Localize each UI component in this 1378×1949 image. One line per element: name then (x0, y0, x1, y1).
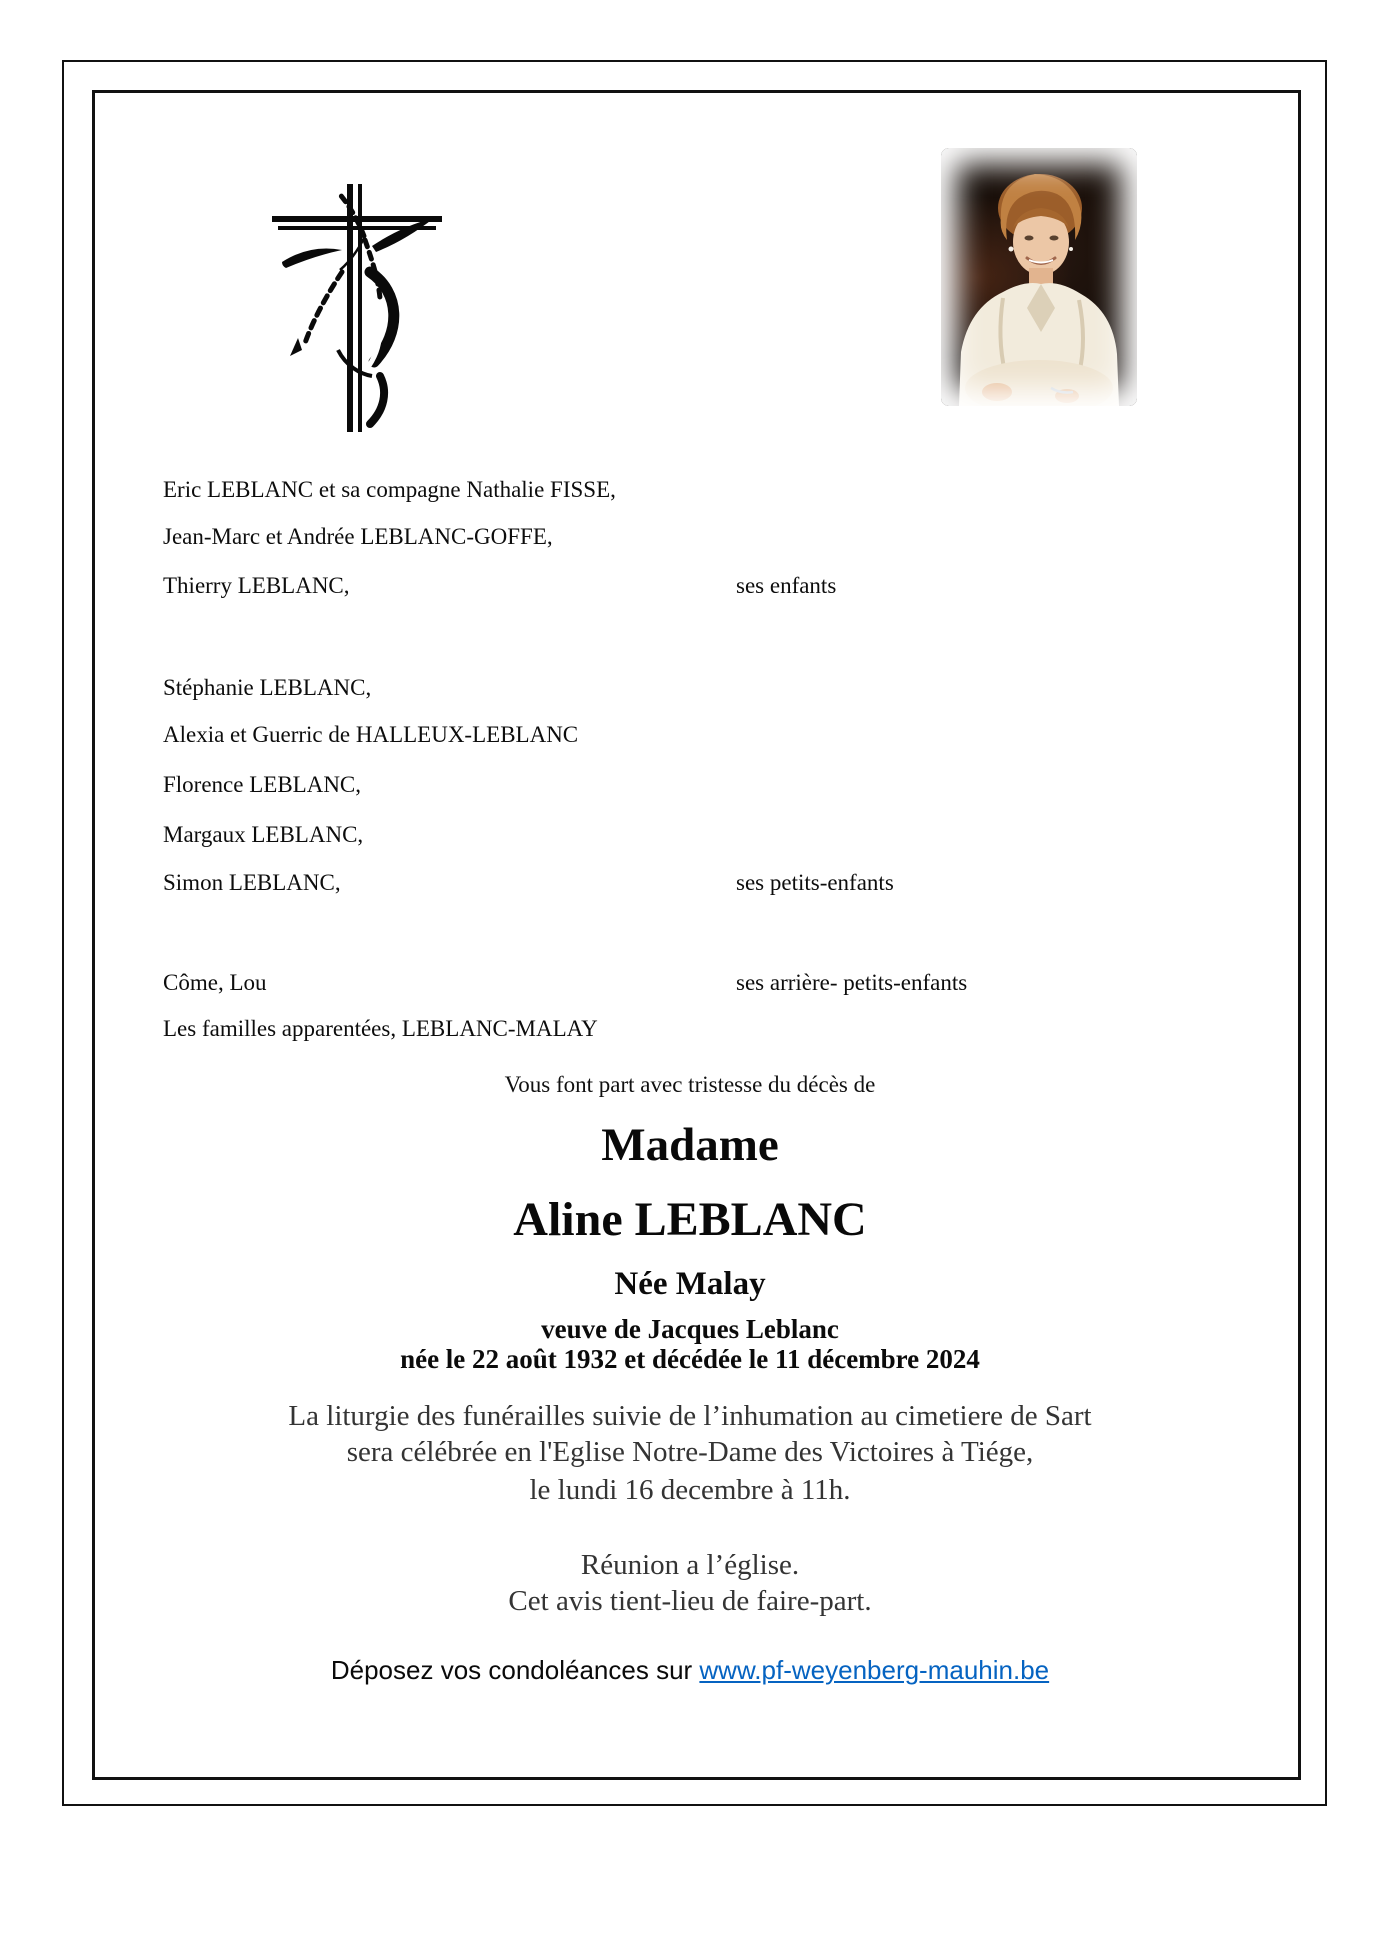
cross-with-wheat-icon (268, 180, 446, 434)
ceremony-line-3: le lundi 16 decembre à 11h. (529, 1474, 851, 1506)
condolences-link[interactable]: www.pf-weyenberg-mauhin.be (699, 1655, 1050, 1685)
family-name: Les familles apparentées, LEBLANC-MALAY (163, 1016, 598, 1041)
family-line (163, 970, 968, 996)
family-line (163, 524, 553, 550)
family-name: Thierry LEBLANC, (163, 573, 350, 598)
family-line (163, 870, 894, 896)
family-line (163, 822, 363, 848)
family-line (163, 1016, 598, 1042)
portrait-photo (941, 148, 1137, 406)
widow-of: veuve de Jacques Leblanc (541, 1314, 839, 1344)
family-line (163, 573, 837, 599)
family-name: Simon LEBLANC, (163, 870, 341, 895)
family-name: Côme, Lou (163, 970, 267, 995)
relation-label: ses arrière- petits-enfants (736, 970, 968, 995)
ceremony-line-2: sera célébrée en l'Eglise Notre-Dame des Victoires à Tiége, (346, 1436, 1034, 1468)
notice-line: Cet avis tient-lieu de faire-part. (508, 1585, 872, 1617)
family-line (163, 675, 371, 701)
title-madame: Madame (601, 1119, 779, 1171)
family-name: Alexia et Guerric de HALLEUX-LEBLANC (163, 722, 579, 747)
family-line (163, 772, 361, 798)
announcement-sentence: Vous font part avec tristesse du décès de (504, 1072, 876, 1097)
ceremony-line-1: La liturgie des funérailles suivie de l’inhumation au cimetiere de Sart (288, 1400, 1092, 1432)
family-name: Stéphanie LEBLANC, (163, 675, 372, 700)
relation-label: ses enfants (736, 573, 837, 598)
birth-death-dates: née le 22 août 1932 et décédée le 11 décembre 2024 (400, 1344, 980, 1374)
family-line (163, 722, 578, 748)
family-name: Florence LEBLANC, (163, 772, 362, 797)
condolences-prefix: Déposez vos condoléances sur (330, 1655, 700, 1685)
family-name: Margaux LEBLANC, (163, 822, 364, 847)
maiden-name: Née Malay (614, 1266, 766, 1302)
family-line (163, 477, 616, 503)
relation-label: ses petits-enfants (736, 870, 894, 895)
condolences-line (163, 1655, 1217, 1686)
family-name: Eric LEBLANC et sa compagne Nathalie FISSE, (163, 477, 616, 502)
deceased-name: Aline LEBLANC (513, 1193, 867, 1246)
family-name: Jean-Marc et Andrée LEBLANC-GOFFE, (163, 524, 553, 549)
meeting-line: Réunion a l’église. (580, 1549, 800, 1581)
